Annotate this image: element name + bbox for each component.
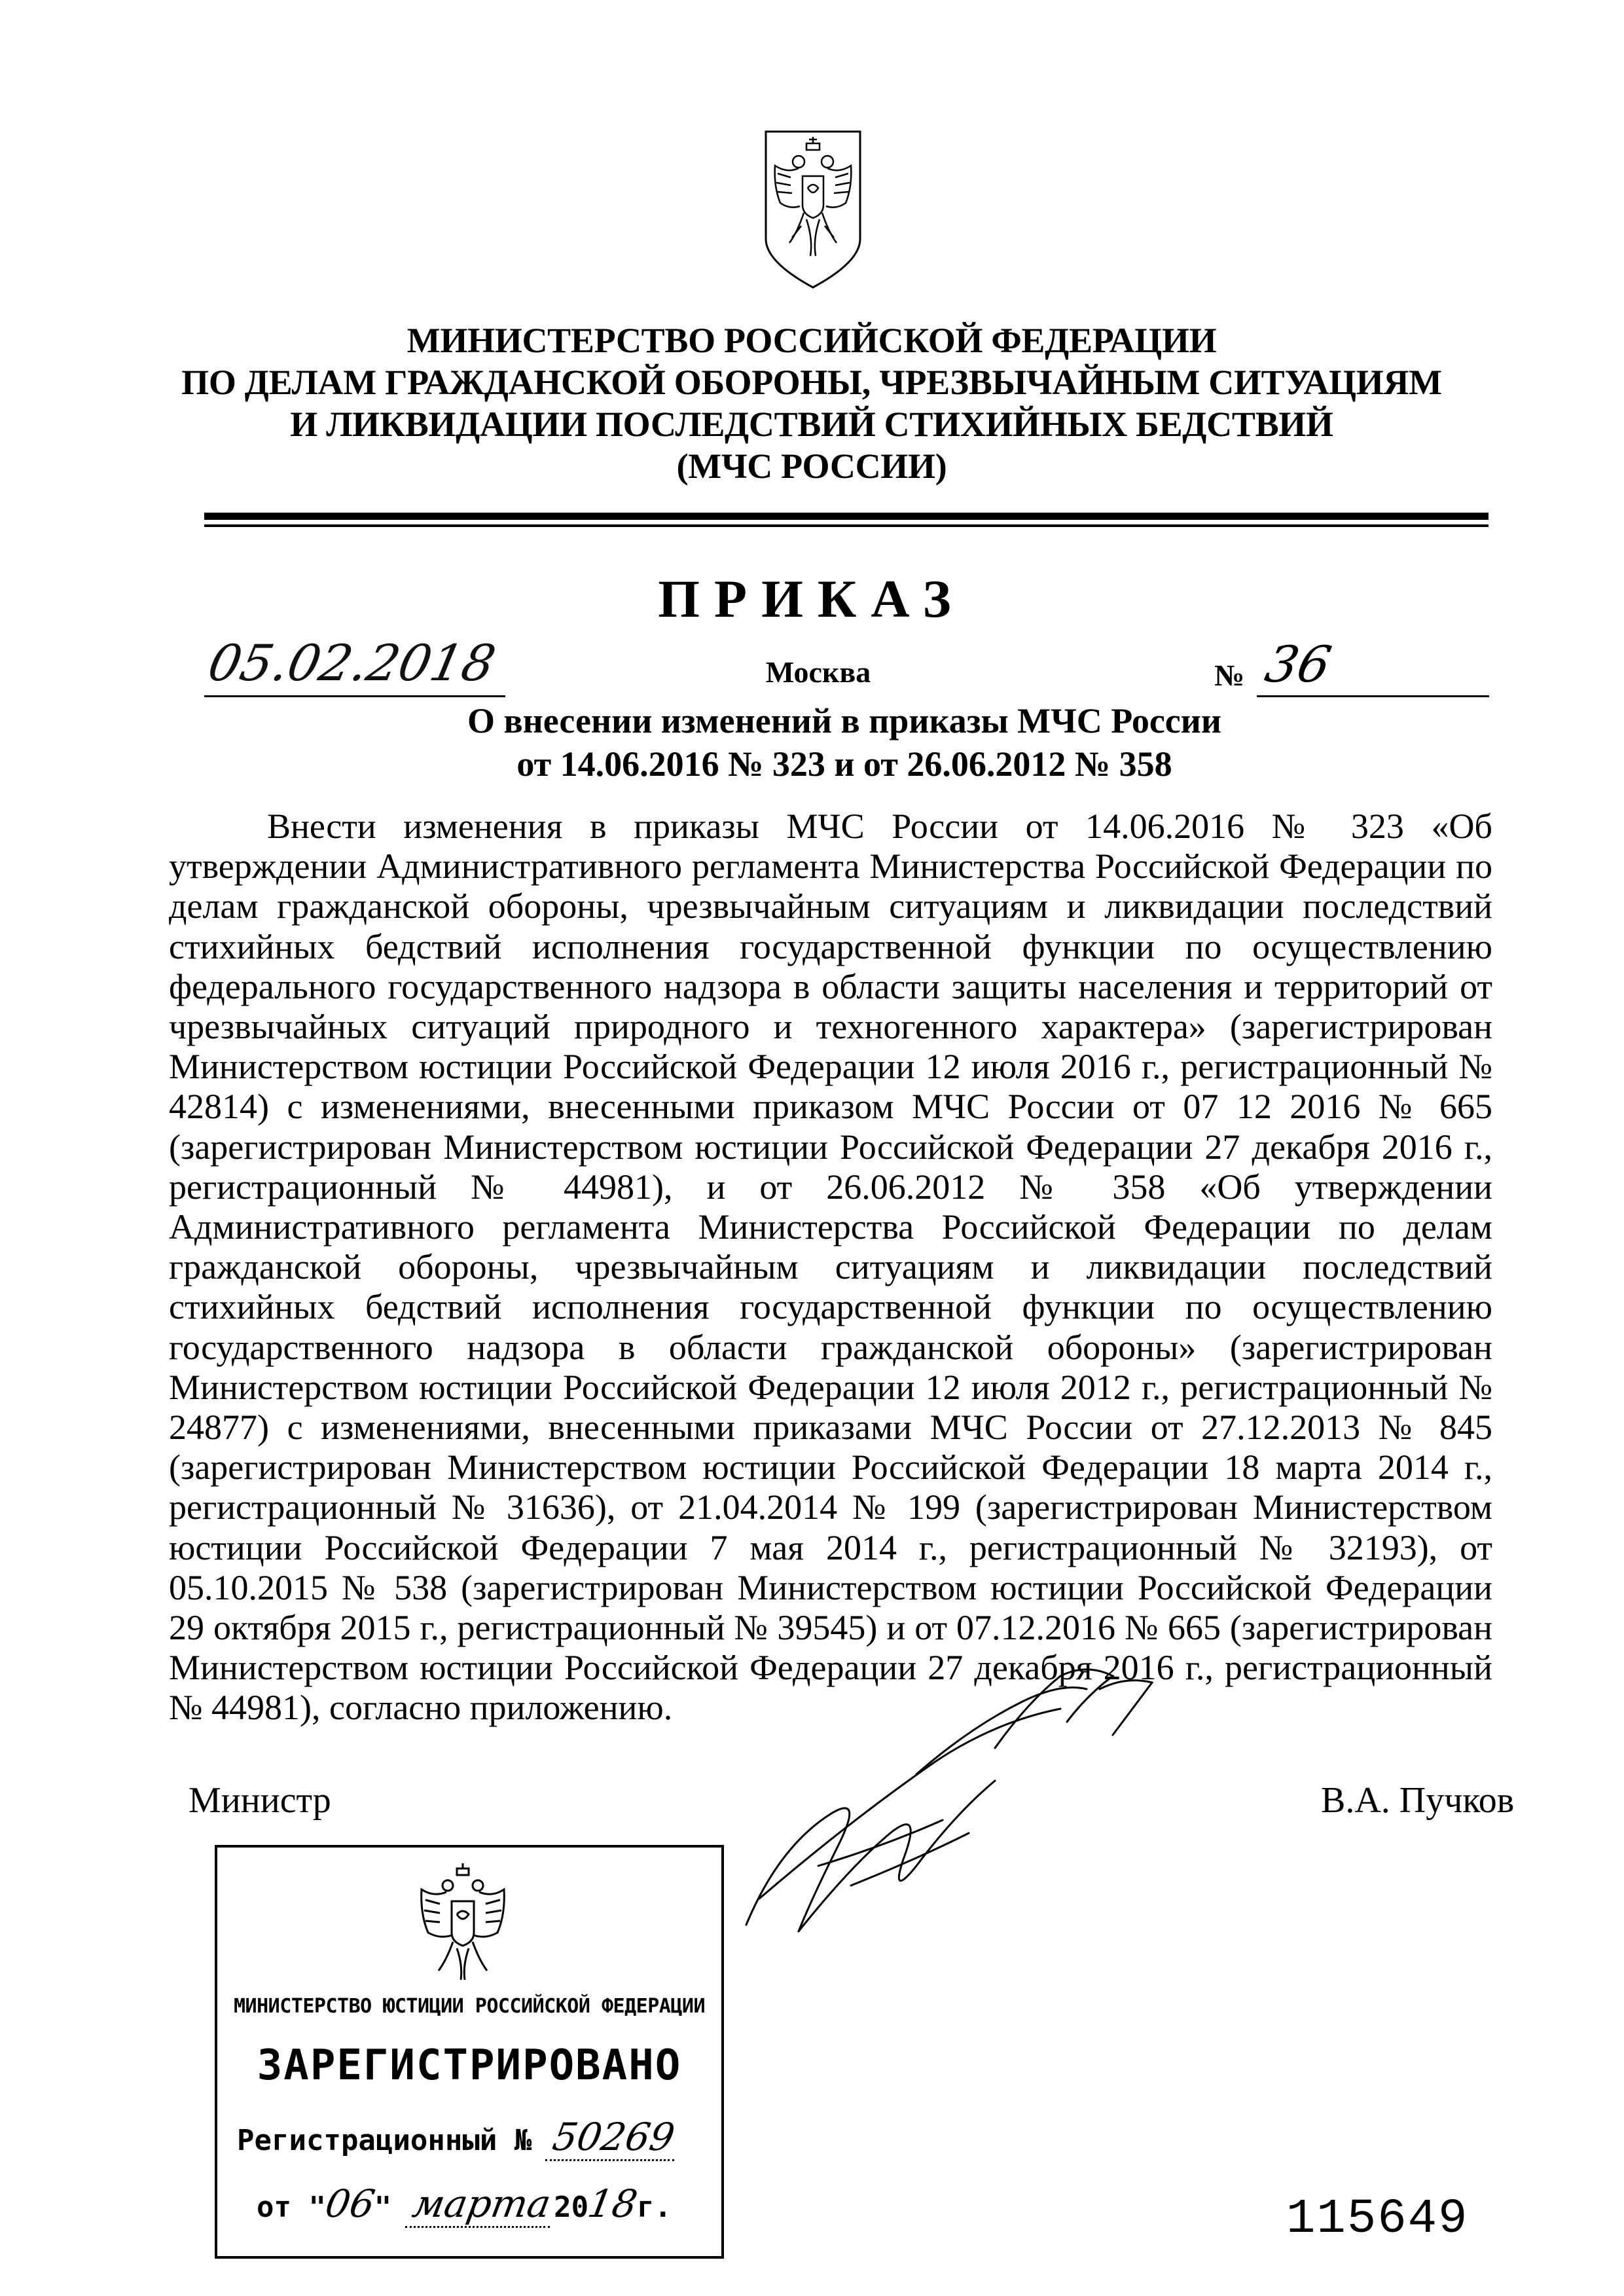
header-divider-thick (204, 513, 1489, 520)
stamp-date-mid: " (374, 2191, 392, 2224)
document-body: Внести изменения в приказы МЧС России от 14.06.2016 № 323 «Об утверждении Административного регламента Министерства Российской Федерации по делам гражданской обороны, чрезвычайным ситуациям и ликвидации последствий стихийных бедствий исполнения государственной функции по осуществлению федерального государственного надзора в области защиты населения и территорий от чрезвычайных ситуаций природного и техногенного характера» (зарегистрирован Министерством юстиции Российской Федерации 12 июля 2016 г., регистрационный № 42814) с изменениями, внесенными приказом МЧС России от 07 12 2016 № 665 (зарегистрирован Министерством юстиции Российской Федерации 27 декабря 2016 г., регистрационный № 44981), и от 26.06.2012 № 358 «Об утверждении Административного регламента Министерства Российской Федерации по делам гражданской обороны, чрезвычайным ситуациям и ликвидации последствий стихийных бедствий исполнения государственной функции по осуществлению государственного надзора в области гражданской обороны» (зарегистрирован Министерством юстиции Российской Федерации 12 июля 2012 г., регистрационный № 24877) с изменениями, внесенными приказами МЧС России от 27.12.2013 № 845 (зарегистрирован Министерством юстиции Российской Федерации 18 марта 2014 г., регистрационный № 31636), от 21.04.2014 № 199 (зарегистрирован Министерством юстиции Российской Федерации 7 мая 2014 г., регистрационный № 32193), от 05.10.2015 № 538 (зарегистрирован Министерством юстиции Российской Федерации 29 октября 2015 г., регистрационный № 39545) и от 07.12.2016 № 665 (зарегистрирован Министерством юстиции Российской Федерации 27 декабря 2016 г., регистрационный № 44981), согласно приложению. (169, 807, 1492, 1728)
header-line-2: ПО ДЕЛАМ ГРАЖДАНСКОЙ ОБОРОНЫ, ЧРЕЗВЫЧАЙНЫМ СИТУАЦИЯМ (181, 363, 1442, 402)
stamp-reg-number: 50269 (545, 2115, 682, 2161)
handwritten-signature (720, 1650, 1165, 1958)
stamp-date-end: г. (636, 2191, 672, 2224)
stamp-ministry: МИНИСТЕРСТВО ЮСТИЦИИ РОССИЙСКОЙ ФЕДЕРАЦИИ (233, 1995, 706, 2018)
signer-position: Министр (189, 1780, 331, 1821)
stamp-date (257, 2181, 715, 2228)
date-underline (204, 695, 505, 697)
stamp-status: ЗАРЕГИСТРИРОВАНО (257, 2041, 682, 2090)
signer-name: В.А. Пучков (1321, 1780, 1515, 1821)
stamp-date-year-prefix: 20 (554, 2191, 589, 2224)
header-line-3: И ЛИКВИДАЦИИ ПОСЛЕДСТВИЙ СТИХИЙНЫХ БЕДСТВИЙ (290, 405, 1333, 444)
stamp-date-year-suffix: 18 (585, 2181, 641, 2226)
stamp-reg-label: Регистрационный № (237, 2124, 532, 2157)
stamp-date-prefix: от " (257, 2191, 326, 2224)
title-line-1: О внесении изменений в приказы МЧС России (467, 701, 1222, 740)
number-label: № (1214, 659, 1245, 692)
number-underline (1257, 695, 1489, 697)
stamp-coat-of-arms-icon (414, 1861, 512, 1985)
document-code: 115649 (1286, 2192, 1469, 2247)
header-line-1: МИНИСТЕРСТВО РОССИЙСКОЙ ФЕДЕРАЦИИ (406, 321, 1217, 360)
ministry-header (164, 319, 1460, 487)
header-divider-thin (204, 524, 1489, 527)
document-title (196, 699, 1492, 786)
stamp-registration (237, 2115, 708, 2161)
document-city: Москва (765, 655, 871, 689)
registration-stamp (215, 1845, 724, 2259)
coat-of-arms-emblem (761, 128, 865, 291)
handwritten-date: 05.02.2018 (203, 634, 501, 692)
stamp-date-day: 06 (321, 2181, 378, 2226)
document-type: ПРИКАЗ (658, 569, 965, 629)
stamp-date-month: марта (405, 2181, 558, 2228)
handwritten-number: 36 (1260, 635, 1337, 693)
header-line-4: (МЧС РОССИИ) (676, 446, 947, 486)
title-line-2: от 14.06.2016 № 323 и от 26.06.2012 № 358 (516, 744, 1172, 784)
